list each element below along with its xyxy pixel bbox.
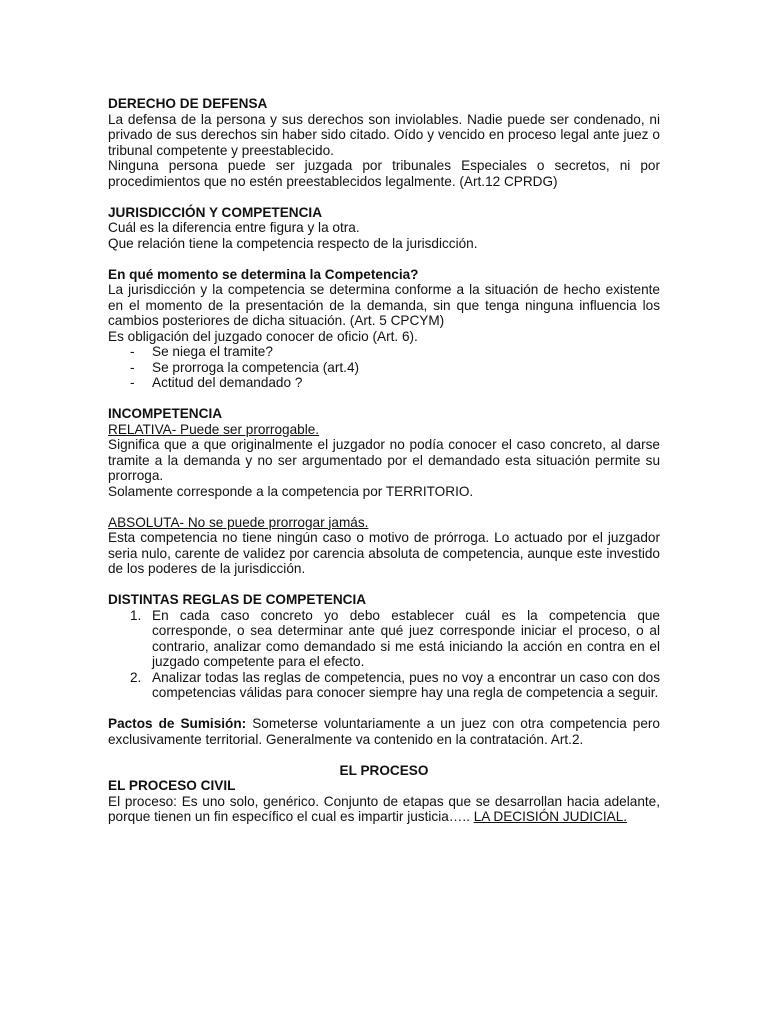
section-jurisdiccion-y-competencia [108, 205, 660, 252]
paragraph: Esta competencia no tiene ningún caso o motivo de prórroga. Lo actuado por el juzgador seria nulo, carente de validez por carencia absoluta de competencia, aunque este investido de los poderes de la jurisdicción. [108, 530, 660, 576]
section-title: DISTINTAS REGLAS DE COMPETENCIA [108, 592, 367, 607]
list-item [108, 375, 660, 391]
paragraph-text: El proceso: Es uno solo, genérico. Conjunto de etapas que se desarrollan hacia adelante, porque tienen un fin específico el cual es impartir justicia….. [108, 793, 660, 824]
list-item-text: Analizar todas las reglas de competencia, pues no voy a encontrar un caso con dos competencias válidas para conocer siempre hay una regla de competencia a seguir. [152, 669, 660, 700]
list-item [108, 670, 660, 701]
subheading-relativa: RELATIVA- Puede ser prorrogable. [108, 421, 320, 437]
paragraph: La jurisdicción y la competencia se determina conforme a la situación de hecho existente en el momento de la presentación de la demanda, sin que tenga ninguna influencia los cambios posteriores de dicha situación. (Art. 5 CPCYM) [108, 282, 660, 328]
paragraph [108, 716, 660, 747]
paragraph: Cuál es la diferencia entre figura y la otra. [108, 220, 360, 235]
numbered-list [108, 608, 660, 701]
section-derecho-de-defensa [108, 96, 660, 189]
section-title: En qué momento se determina la Competencia? [108, 266, 419, 282]
paragraph: Es obligación del juzgado conocer de oficio (Art. 6). [108, 328, 418, 344]
list-item-text: En cada caso concreto yo debo establecer cuál es la competencia que corresponde, o sea determinar ante qué juez corresponde iniciar el proceso, o al contrario, analizar como demandado si me está iniciando la acción en contra en el juzgado competente para el efecto. [152, 607, 660, 669]
section-title: EL PROCESO CIVIL [108, 778, 236, 793]
document-body [108, 96, 660, 825]
list-item-text: Se prorroga la competencia (art.4) [152, 359, 360, 375]
paragraph: Ninguna persona puede ser juzgada por tribunales Especiales o secretos, ni por procedimientos que no estén preestablecidos legalmente. (Art.12 CPRDG) [108, 158, 660, 189]
section-title: JURISDICCIÓN Y COMPETENCIA [108, 204, 323, 220]
paragraph: La defensa de la persona y sus derechos son inviolables. Nadie puede ser condenado, ni privado de sus derechos sin haber sido citado. Oído y vencido en proceso legal ante juez o tribunal competente y preestablecido. [108, 111, 660, 158]
bullet-marker: - [130, 344, 135, 359]
paragraph: Significa que a que originalmente el juzgador no podía conocer el caso concreto, al darse tramite a la demanda y no ser argumentado por el demandado esta situación permite su prorroga. [108, 437, 660, 483]
list-item-text: Actitud del demandado ? [152, 375, 303, 390]
section-incompetencia [108, 406, 660, 577]
bullet-marker: - [130, 359, 135, 375]
list-number: 2. [130, 669, 142, 685]
list-number: 1. [130, 607, 142, 623]
bullet-marker: - [130, 375, 135, 390]
paragraph: Solamente corresponde a la competencia por TERRITORIO. [108, 483, 474, 499]
list-item [108, 360, 660, 376]
paragraph: Que relación tiene la competencia respecto de la jurisdicción. [108, 235, 478, 251]
section-reglas-de-competencia [108, 592, 660, 701]
centered-title: EL PROCESO [339, 762, 429, 778]
underlined-text: LA DECISIÓN JUDICIAL. [473, 809, 628, 824]
list-item [108, 344, 660, 360]
section-pactos-de-sumision [108, 716, 660, 747]
list-item-text: Se niega el tramite? [152, 344, 273, 359]
section-el-proceso [108, 763, 660, 825]
list-item [108, 608, 660, 670]
term-definition: Someterse voluntariamente a un juez con otra competencia pero exclusivamente territorial. Generalmente va contenido en la contratación. Art.2. [108, 716, 660, 747]
paragraph [108, 794, 660, 825]
bullet-list [108, 344, 660, 391]
term-label: Pactos de Sumisión: [108, 716, 247, 731]
section-momento-competencia [108, 267, 660, 391]
subheading-absoluta: ABSOLUTA- No se puede prorrogar jamás. [108, 514, 369, 530]
section-title: INCOMPETENCIA [108, 406, 223, 421]
section-title: DERECHO DE DEFENSA [108, 96, 268, 111]
